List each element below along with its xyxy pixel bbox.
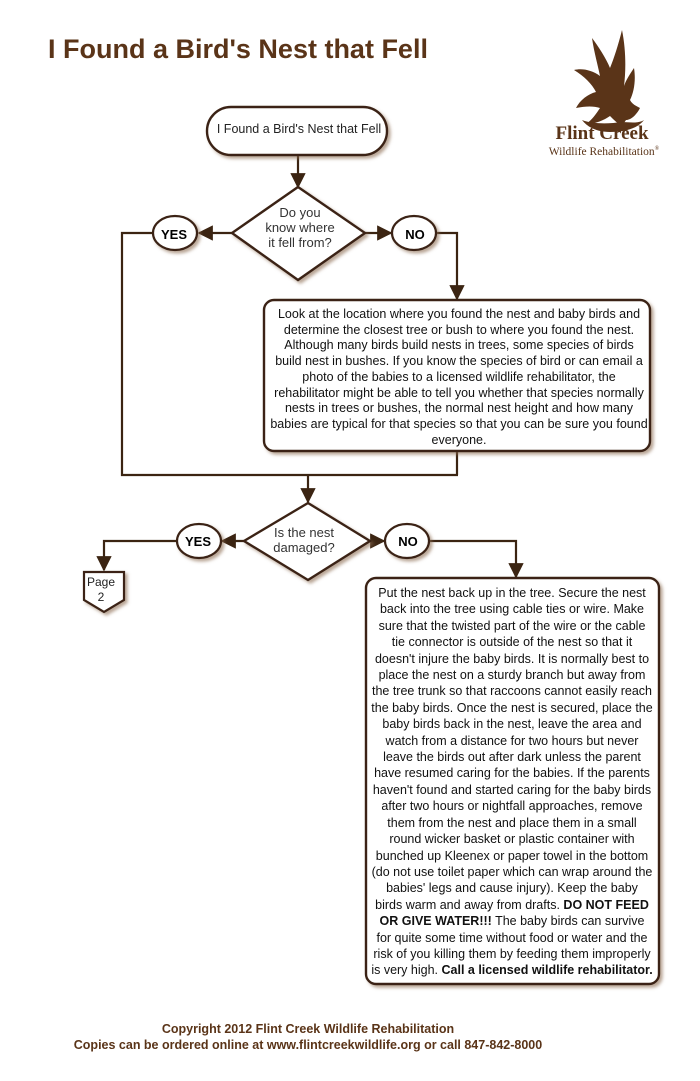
put-back-text: Put the nest back up in the tree. Secure the nest back into the tree using cable ties or wire. Make sure that the twisted part of the wire or the cable tie connector is outside of the nest so that it doesn't injure the baby birds. It is normally best to place the nest on a sturdy branch but away from the tree trunk so that raccoons cannot easily reach the baby birds. Once the nest is secured, place the baby birds back in the nest, leave the area and watch from a distance for two hours but never leave the birds out after dark unless the parent have resumed caring for the babies. If the parents haven't found and started caring for the baby birds after two hours or nightfall approaches, remove them from the nest and place them in a small round wicker basket or plastic container with bunched up Kleenex or paper towel in the bottom (do not use toilet paper which can wrap around the babies' legs and cause injury). Keep the baby birds warm and away from drafts. bbox=[371, 586, 653, 912]
location-instructions: Look at the location where you found the nest and baby birds and determine the closest tree or bush to where you found the nest. Although many birds build nests in trees, some species of birds build nest in bushes. If you know the species of bird or can email a photo of the babies to a licensed wildlife rehabilitator, the rehabilitator might be able to tell you whether that species normally nests in trees or bushes, the normal nest height and how many babies are typical for that species so that you can be sure you found everyone. bbox=[270, 307, 648, 447]
start-label: I Found a Bird's Nest that Fell bbox=[216, 122, 382, 136]
page-ref-line: 2 bbox=[97, 590, 105, 604]
yes-label-1: YES bbox=[160, 227, 187, 242]
yes-label-2: YES bbox=[184, 534, 211, 549]
question-nest-damaged bbox=[254, 525, 354, 555]
question1-line: Do you bbox=[279, 205, 321, 220]
registered-mark: ® bbox=[654, 146, 660, 153]
no-label-2: NO bbox=[398, 534, 418, 549]
page-title: I Found a Bird's Nest that Fell bbox=[48, 34, 428, 64]
no-label-1: NO bbox=[405, 227, 425, 242]
question1-line: know where bbox=[265, 220, 335, 235]
logo-subtitle: Wildlife Rehabilitation® bbox=[548, 146, 660, 158]
page-ref-line: Page bbox=[86, 575, 116, 589]
connector-no1-box1 bbox=[437, 233, 457, 299]
feeding-warning: DO NOT FEED OR GIVE WATER!!! bbox=[379, 897, 649, 929]
call-rehabilitator: Call a licensed wildlife rehabilitator. bbox=[441, 963, 653, 978]
footer-order-info: Copies can be ordered online at www.flintcreekwildlife.org or call 847-842-8000 bbox=[73, 1038, 543, 1052]
question1-line: it fell from? bbox=[268, 235, 332, 250]
question2-line: Is the nest bbox=[274, 525, 334, 540]
question2-line: damaged? bbox=[273, 540, 335, 555]
logo-name: Flint Creek bbox=[555, 123, 649, 144]
connector-no2-box2 bbox=[430, 541, 516, 577]
page-2-label bbox=[80, 575, 122, 605]
question-know-where bbox=[250, 205, 350, 250]
footer-copyright: Copyright 2012 Flint Creek Wildlife Rehabilitation bbox=[161, 1022, 455, 1036]
put-back-instructions bbox=[371, 585, 653, 979]
connector-yes2-page2 bbox=[104, 541, 176, 570]
survival-text: The baby birds can survive for quite some time without food or water and the risk of you killing them by feeding them improperly is very high. bbox=[371, 914, 651, 978]
